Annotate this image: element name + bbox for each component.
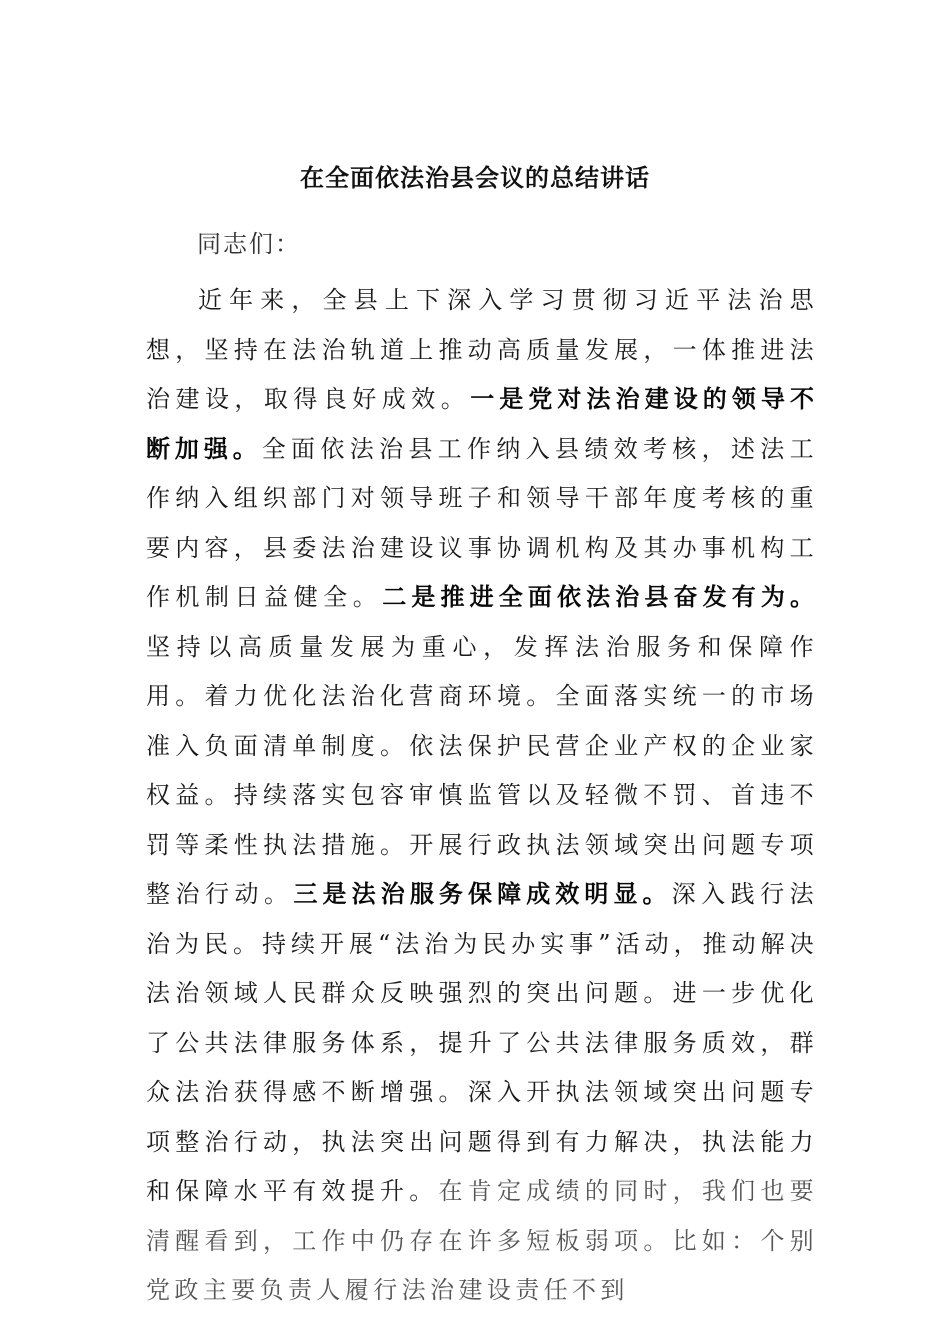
intro-text: 近年来，全县上下深入学习贯彻习近平法治思想，坚持在法治轨道上推动高质量发展，一体推进法治建设，取得良好成效。	[146, 286, 818, 413]
shortcomings-text: 在肯定成绩的同时，我们也要清醒看到，工作中仍存在许多短板弱项。比如：个别党政主要负责人履行法治建设责任不到	[146, 1177, 818, 1304]
point1-heading: 一是党对法治建设的领导不断加强。	[146, 385, 818, 463]
salutation: 同志们：	[197, 230, 301, 258]
point3-text: 深入践行法治为民。持续开展“法治为民办实事”活动，推动解决法治领域人民群众反映强烈的突出问题。进一步优化了公共法律服务体系，提升了公共法律服务质效，群众法治获得感不断增强。深入开执法领域突出问题专项整治行动，执法突出问题得到有力解决，执法能力和保障水平有效提升。	[146, 880, 819, 1205]
point3-heading: 三是法治服务保障成效明显。	[293, 880, 672, 908]
body-paragraph	[146, 276, 818, 1316]
point1-text: 全面依法治县工作纳入县绩效考核，述法工作纳入组织部门对领导班子和领导干部年度考核的重要内容，县委法治建设议事协调机构及其办事机构工作机制日益健全。	[146, 434, 819, 611]
document-title: 在全面依法治县会议的总结讲话	[300, 164, 650, 192]
point2-heading: 二是推进全面依法治县奋发有为。	[382, 583, 818, 611]
point2-text: 坚持以高质量发展为重心，发挥法治服务和保障作用。着力优化法治化营商环境。全面落实统一的市场准入负面清单制度。依法保护民营企业产权的企业家权益。持续落实包容审慎监管以及轻微不罚、首违不罚等柔性执法措施。开展行政执法领域突出问题专项整治行动。	[146, 632, 818, 908]
